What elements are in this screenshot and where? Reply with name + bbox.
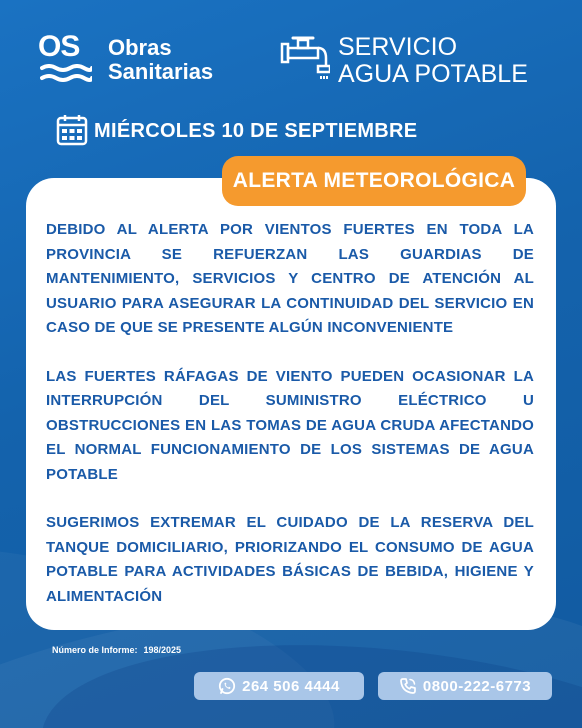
- service-title-line1: SERVICIO: [338, 33, 458, 61]
- brand-name-line2: Sanitarias: [108, 59, 214, 84]
- logo-os-text: OS: [38, 30, 80, 63]
- message-paragraph-3: SUGERIMOS EXTREMAR EL CUIDADO DE LA RESERVA DEL TANQUE DOMICILIARIO, PRIORIZANDO EL CONSUMO DE AGUA POTABLE PARA ACTIVIDADES BÁSICAS DE BEBIDA, HIGIENE Y ALIMENTACIÓN: [46, 514, 534, 605]
- service-title: [338, 34, 528, 88]
- brand-name: [108, 36, 213, 84]
- message-paragraph-1: DEBIDO AL ALERTA POR VIENTOS FUERTES EN TODA LA PROVINCIA SE REFUERZAN LAS GUARDIAS DE MANTENIMIENTO, SERVICIOS Y CENTRO DE ATENCIÓN AL USUARIO PARA ASEGURAR LA CONTINUIDAD DEL SERVICIO EN CASO DE QUE SE PRESENTE ALGÚN INCONVENIENTE: [46, 221, 534, 336]
- phone-icon: [399, 677, 417, 695]
- alert-badge: ALERTA METEOROLÓGICA: [222, 156, 526, 206]
- service-title-line2: AGUA POTABLE: [338, 60, 528, 88]
- logo-waves-icon: [40, 64, 92, 86]
- date-text: MIÉRCOLES 10 DE SEPTIEMBRE: [94, 120, 418, 142]
- message-paragraph-2: LAS FUERTES RÁFAGAS DE VIENTO PUEDEN OCASIONAR LA INTERRUPCIÓN DEL SUMINISTRO ELÉCTRICO U OBSTRUCCIONES EN LAS TOMAS DE AGUA CRUDA AFECTANDO EL NORMAL FUNCIONAMIENTO DE LOS SISTEMAS DE AGUA POTABLE: [46, 367, 534, 483]
- message-body: [46, 218, 534, 633]
- whatsapp-icon: [218, 677, 236, 695]
- report-number: [52, 645, 181, 655]
- whatsapp-contact[interactable]: [194, 672, 364, 700]
- report-label: Número de Informe:: [52, 645, 138, 655]
- phone-number: 0800-222-6773: [422, 677, 532, 695]
- calendar-icon: [56, 114, 88, 146]
- faucet-icon: [280, 34, 330, 80]
- brand-logo: [38, 32, 248, 92]
- logo-mark: [38, 32, 96, 88]
- report-value: 198/2025: [143, 645, 182, 655]
- service-header: [280, 32, 570, 92]
- message-card: [26, 178, 556, 630]
- whatsapp-number: 264 506 4444: [242, 677, 340, 695]
- phone-contact[interactable]: [378, 672, 552, 700]
- brand-name-line1: Obras: [108, 35, 172, 60]
